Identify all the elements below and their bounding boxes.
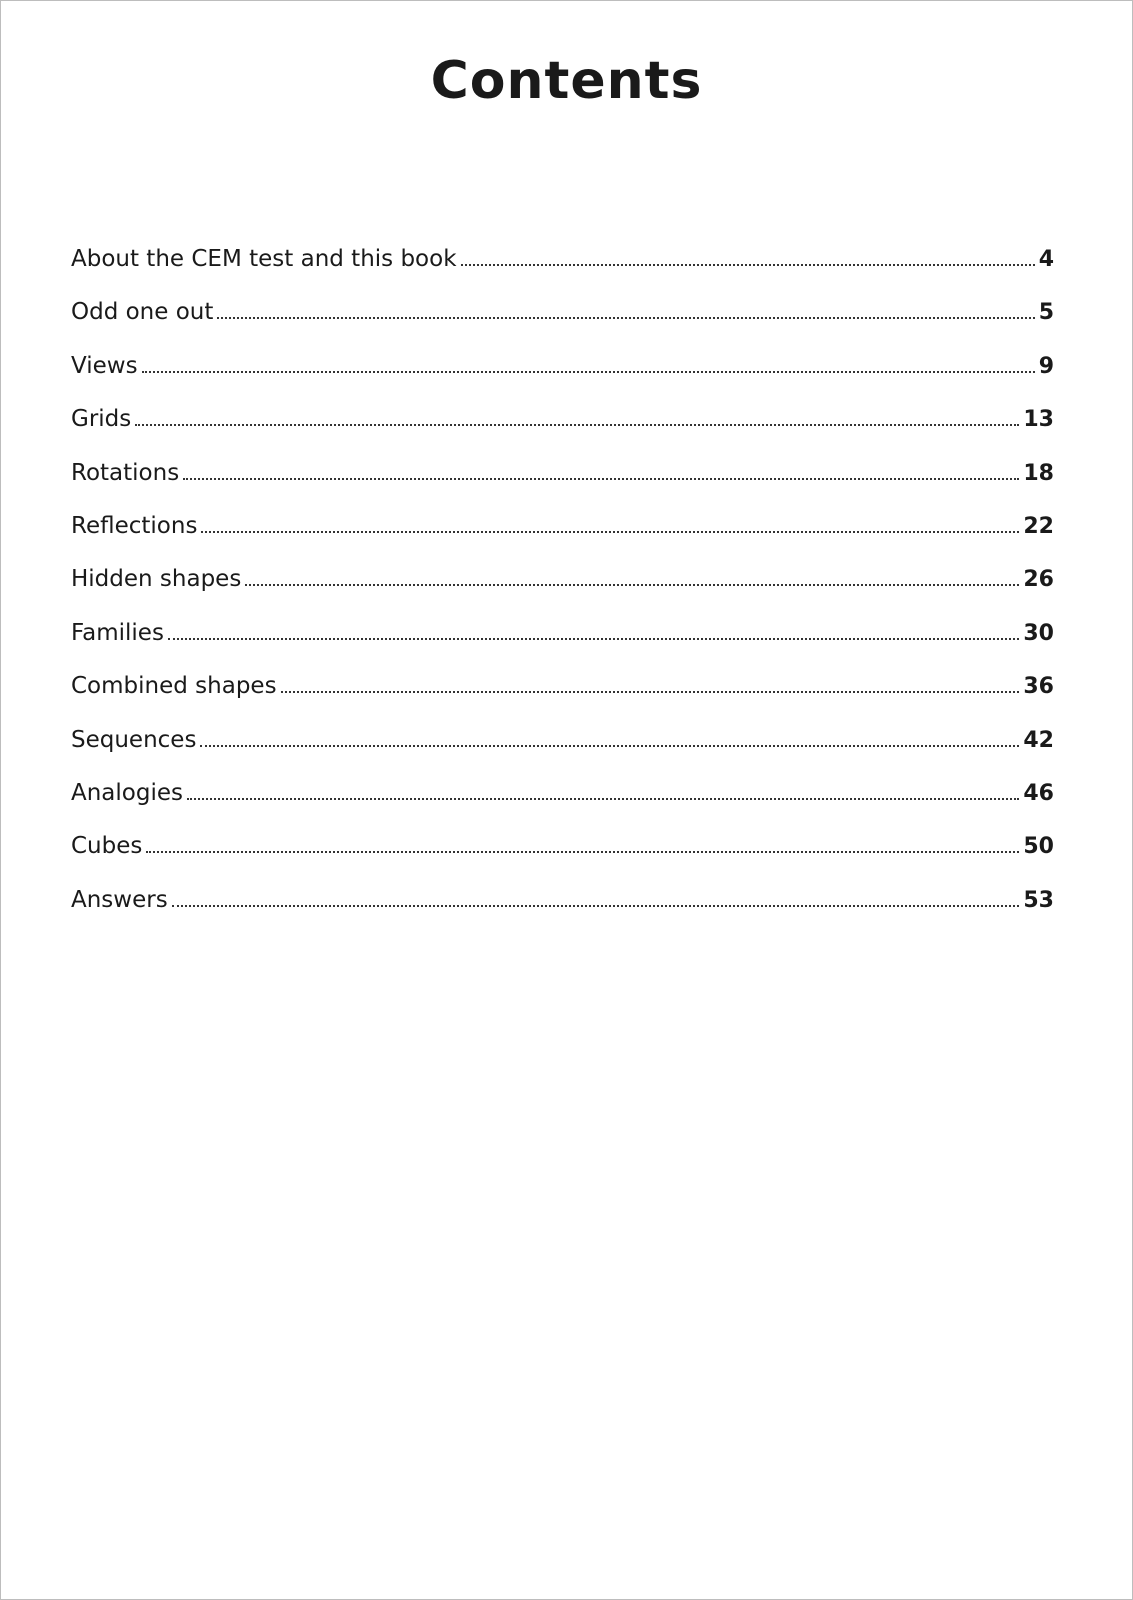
toc-entry: [71, 620, 1054, 673]
toc-entry-label: Rotations: [71, 459, 180, 486]
toc-entry-page: 22: [1023, 513, 1054, 539]
toc-entry: [71, 299, 1054, 352]
toc-entry-page: 5: [1038, 300, 1054, 326]
dot-leader: [281, 691, 1020, 693]
toc-entry-page: 30: [1023, 620, 1054, 646]
toc-entry: [71, 887, 1054, 940]
toc-entry-label: Views: [71, 352, 138, 379]
dot-leader: [217, 317, 1034, 319]
table-of-contents: [71, 246, 1054, 940]
toc-entry: [71, 833, 1054, 886]
toc-entry-label: Families: [71, 619, 164, 646]
toc-entry-page: 18: [1023, 460, 1054, 486]
dot-leader: [187, 798, 1019, 800]
toc-entry: [71, 406, 1054, 459]
toc-entry-label: Reflections: [71, 512, 198, 539]
toc-entry-label: Hidden shapes: [71, 566, 242, 593]
toc-entry-label: Grids: [71, 406, 132, 433]
dot-leader: [201, 531, 1019, 533]
toc-entry-label: Odd one out: [71, 299, 214, 326]
toc-entry: [71, 246, 1054, 299]
dot-leader: [200, 745, 1019, 747]
toc-entry: [71, 566, 1054, 619]
toc-entry-label: Combined shapes: [71, 673, 277, 700]
toc-entry-page: 42: [1023, 727, 1054, 753]
toc-entry-label: Cubes: [71, 833, 143, 860]
toc-entry-page: 13: [1023, 407, 1054, 433]
toc-entry-label: Answers: [71, 886, 168, 913]
toc-entry: [71, 353, 1054, 406]
dot-leader: [172, 905, 1020, 907]
dot-leader: [245, 584, 1019, 586]
dot-leader: [168, 638, 1019, 640]
toc-entry: [71, 727, 1054, 780]
toc-entry: [71, 513, 1054, 566]
toc-entry-page: 53: [1023, 887, 1054, 913]
toc-entry-page: 26: [1023, 567, 1054, 593]
toc-entry-page: 36: [1023, 674, 1054, 700]
toc-entry-label: Analogies: [71, 779, 183, 806]
toc-entry: [71, 460, 1054, 513]
dot-leader: [183, 478, 1019, 480]
toc-entry-page: 46: [1023, 780, 1054, 806]
toc-entry-label: Sequences: [71, 726, 197, 753]
dot-leader: [142, 371, 1035, 373]
toc-entry: [71, 673, 1054, 726]
toc-entry-page: 9: [1038, 353, 1054, 379]
toc-entry-page: 4: [1038, 247, 1054, 272]
dot-leader: [135, 424, 1019, 426]
dot-leader: [146, 851, 1019, 853]
toc-entry-label: About the CEM test and this book: [71, 246, 457, 272]
toc-entry-page: 50: [1023, 834, 1054, 860]
toc-entry: [71, 780, 1054, 833]
page-title: Contents: [430, 51, 703, 111]
dot-leader: [461, 264, 1035, 266]
